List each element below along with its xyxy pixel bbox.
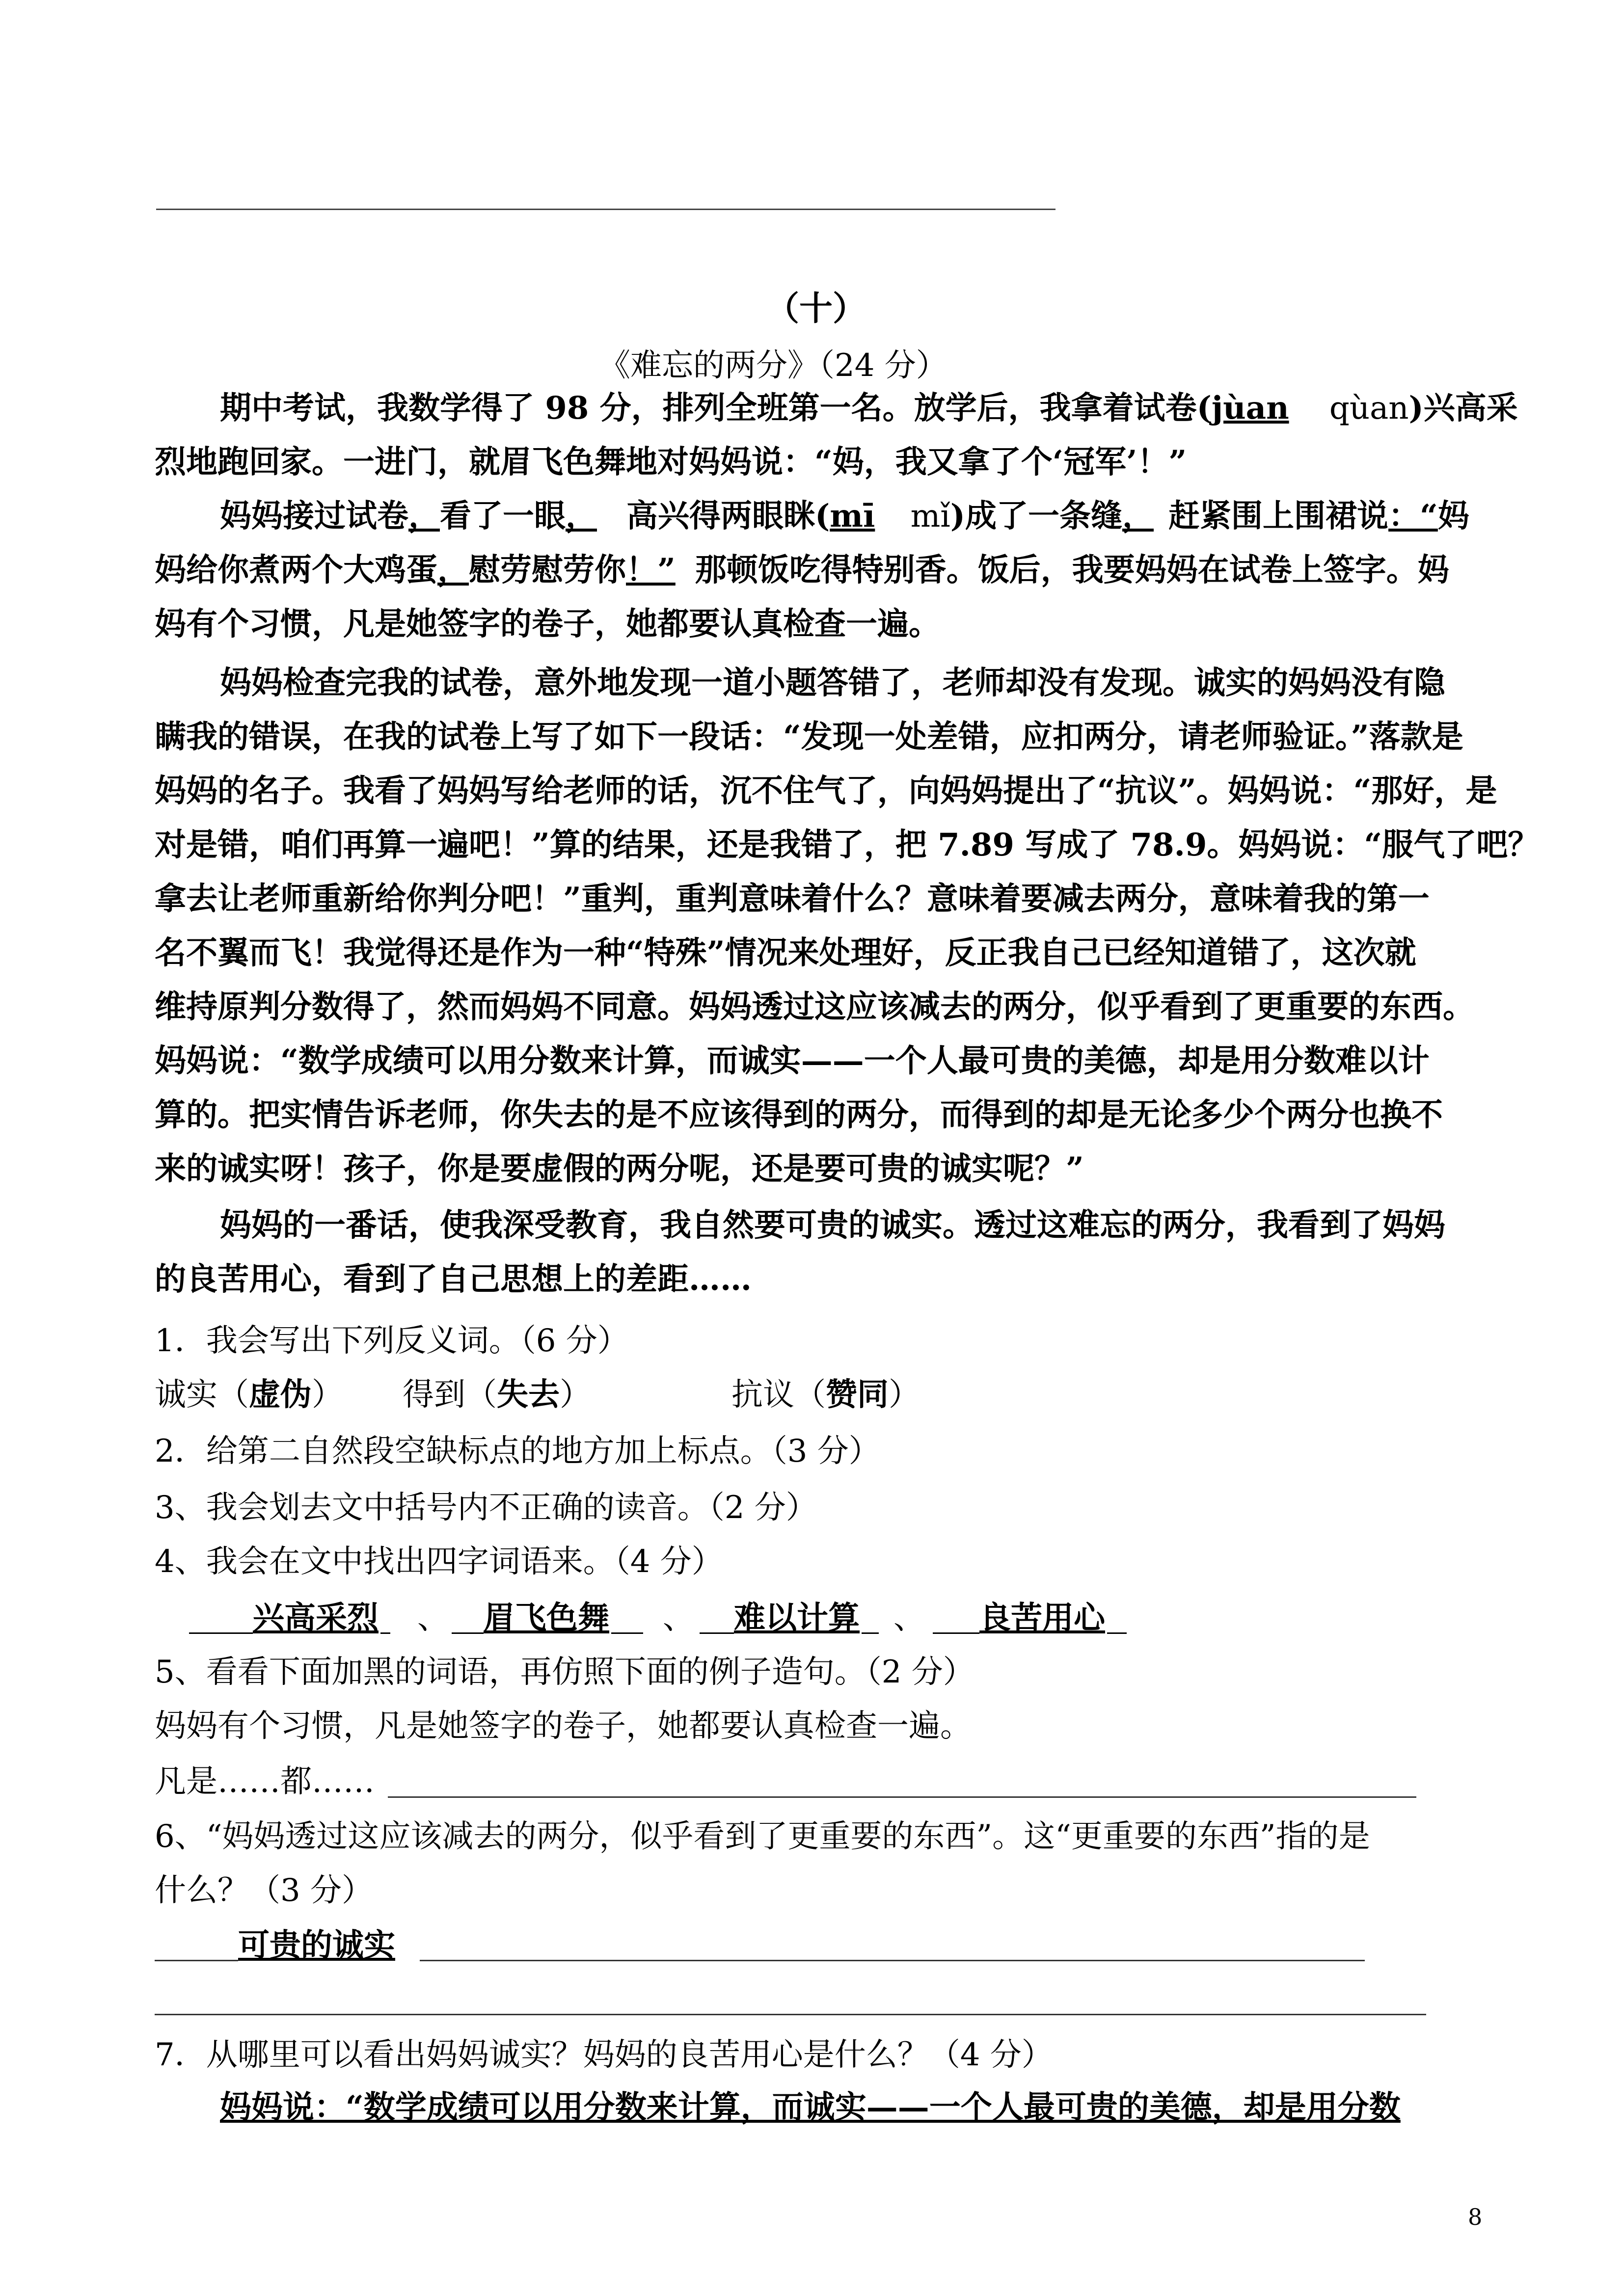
q1-answer-1: 诚实（虚伪）	[155, 1376, 343, 1413]
passage-line-14: 算的。把实情告诉老师，你失去的是不应该得到的两分，而得到的却是无论多少个两分也换不	[155, 1096, 1443, 1133]
question-3: 3、我会划去文中括号内不正确的读音。（2 分）	[155, 1490, 817, 1526]
q4-answer-1: 兴高采烈	[253, 1600, 379, 1636]
question-2: 2．给第二自然段空缺标点的地方加上标点。（3 分）	[155, 1433, 880, 1469]
passage-line-13: 妈妈说：“数学成绩可以用分数来计算，而诚实——一个人最可贵的美德，却是用分数难以计	[155, 1042, 1430, 1079]
q4-blank-1-lead	[189, 1632, 253, 1634]
question-5: 5、看看下面加黑的词语，再仿照下面的例子造句。（2 分）	[155, 1654, 974, 1690]
passage-line-8: 妈妈的名子。我看了妈妈写给老师的话，沉不住气了，向妈妈提出了“抗议”。妈妈说：“那好，是	[155, 773, 1497, 809]
question-6-line-1: 6、“妈妈透过这应该减去的两分，似乎看到了更重要的东西”。这“更重要的东西”指的是	[155, 1818, 1370, 1855]
passage-line-17: 的良苦用心，看到了自己思想上的差距……	[155, 1261, 752, 1298]
passage-line-16: 妈妈的一番话，使我深受教育，我自然要可贵的诚实。透过这难忘的两分，我看到了妈妈	[220, 1207, 1445, 1244]
page-number: 8	[1468, 2204, 1483, 2230]
passage-title: 《难忘的两分》（24 分）	[599, 347, 947, 384]
q4-blank-1-trail	[380, 1632, 390, 1634]
q5-answer-blank[interactable]	[388, 1796, 1416, 1798]
q4-sep-3: 、	[893, 1600, 925, 1636]
passage-line-2: 烈地跑回家。一进门，就眉飞色舞地对妈妈说：“妈，我又拿了个‘冠军’！”	[155, 444, 1187, 481]
top-divider	[156, 209, 1056, 210]
question-4: 4、我会在文中找出四字词语来。（4 分）	[155, 1544, 723, 1580]
passage-line-6: 妈妈检查完我的试卷，意外地发现一道小题答错了，老师却没有发现。诚实的妈妈没有隐	[220, 665, 1445, 701]
q1-answer-2: 得到（失去）	[403, 1376, 591, 1413]
q4-blank-2-trail	[611, 1632, 643, 1634]
passage-line-15: 来的诚实呀！孩子，你是要虚假的两分呢，还是要可贵的诚实呢？”	[155, 1150, 1084, 1187]
pinyin-correct-2: mī	[830, 498, 875, 534]
q4-blank-3-lead	[700, 1632, 734, 1634]
q4-blank-4-lead	[933, 1632, 979, 1634]
passage-line-10: 拿去让老师重新给你判分吧！”重判，重判意味着什么？意味着要减去两分，意味着我的第一	[155, 881, 1430, 917]
question-7: 7．从哪里可以看出妈妈诚实？妈妈的良苦用心是什么？（4 分）	[155, 2037, 1053, 2073]
q1-answer-3: 抗议（赞同）	[731, 1376, 920, 1413]
q4-answer-3: 难以计算	[734, 1600, 860, 1636]
q4-blank-2-lead	[452, 1632, 484, 1634]
passage-line-5: 妈有个习惯，凡是她签字的卷子，她都要认真检查一遍。	[155, 606, 940, 642]
q6-blank-lead	[155, 1960, 238, 1961]
pinyin-wrong-2: mǐ	[910, 498, 950, 534]
passage-line-11: 名不翼而飞！我觉得还是作为一种“特殊”情况来处理好，反正我自己已经知道错了，这次就	[155, 934, 1416, 971]
pinyin-correct-1: jùan	[1211, 390, 1289, 427]
passage-line-12: 维持原判分数得了，然而妈妈不同意。妈妈透过这应该减去的两分，似乎看到了更重要的东西。	[155, 988, 1474, 1025]
q4-sep-1: 、	[417, 1600, 449, 1636]
pinyin-wrong-1: qùan	[1329, 390, 1409, 427]
q6-blank-trail	[420, 1960, 1365, 1961]
passage-line-7: 瞒我的错误，在我的试卷上写了如下一段话：“发现一处差错，应扣两分，请老师验证。”落款是	[155, 719, 1463, 755]
q4-answer-2: 眉飞色舞	[484, 1600, 609, 1636]
q6-answer: 可贵的诚实	[238, 1927, 395, 1964]
q4-blank-4-trail	[1107, 1632, 1127, 1634]
q7-answer: 妈妈说：“数学成绩可以用分数来计算，而诚实——一个人最可贵的美德，却是用分数	[220, 2089, 1401, 2126]
q4-sep-2: 、	[663, 1600, 694, 1636]
q4-answer-4: 良苦用心	[979, 1600, 1105, 1636]
q5-pattern: 凡是……都……	[155, 1763, 375, 1800]
question-1: 1．我会写出下列反义词。（6 分）	[155, 1323, 629, 1359]
q5-example: 妈妈有个习惯，凡是她签字的卷子，她都要认真检查一遍。	[155, 1708, 972, 1744]
q6-extra-blank[interactable]	[155, 2014, 1426, 2015]
passage-line-1: 期中考试，我数学得了 98 分，排列全班第一名。放学后，我拿着试卷(jùan qùan)兴高采	[220, 390, 1518, 427]
passage-line-4: 妈给你煮两个大鸡蛋，慰劳慰劳你！” 那顿饭吃得特别香。饭后，我要妈妈在试卷上签字。妈	[155, 552, 1449, 588]
q4-blank-3-trail	[862, 1632, 879, 1634]
passage-line-9: 对是错，咱们再算一遍吧！”算的结果，还是我错了，把 7.89 写成了 78.9。妈妈说：“服气了吧？	[155, 827, 1540, 863]
passage-line-3: 妈妈接过试卷，看了一眼， 高兴得两眼眯(mī mǐ)成了一条缝， 赶紧围上围裙说：“妈	[220, 498, 1469, 534]
section-number: （十）	[766, 289, 866, 328]
question-6-line-2: 什么？（3 分）	[155, 1872, 374, 1909]
